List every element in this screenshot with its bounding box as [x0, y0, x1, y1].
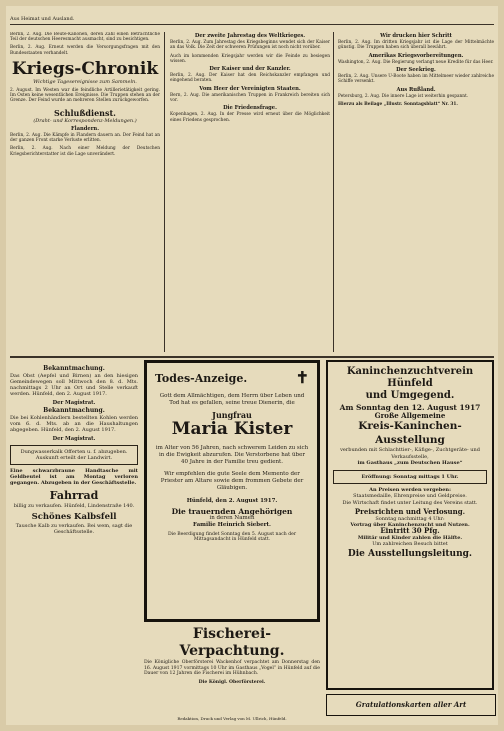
rabbit-venue: im Gasthaus „zum Deutschen Hause“ — [357, 460, 463, 467]
article-text: Berlin, 2. Aug. Erneut werden die Versorgungsfragen mit den Bundesstaaten verhandelt. — [10, 45, 160, 56]
rabbit-club-title: Kaninchenzuchtverein Hünfeld — [346, 366, 474, 389]
article-text: Berlin, 2. Aug. Zum Jahrestag des Kriegsbeginns wendet sich der Kaiser an das Volk. Die Zeit der schweren Prüfungen ist noch nicht vorüber. — [170, 40, 330, 51]
obituary-mourners-sub: in deren Namen — [209, 514, 255, 521]
top-rule — [10, 24, 494, 25]
rabbit-opening: Eröffnung: Sonntag mittags 1 Uhr. — [333, 470, 487, 484]
newspaper-page — [6, 6, 498, 725]
cross-icon: ✝ — [295, 368, 309, 387]
fischerei-signature: Die Königl. Oberförsterei. — [198, 679, 266, 685]
column-2 — [170, 32, 330, 354]
announcement-text: Das Obst (Aepfel und Birnen) an den hiesigen Gemeindewegen soll Mittwoch den 8. d. Mts. nachmittags 2 Uhr an Ort und Stelle verkauft werden. Hünfeld, den 2. August 1917. — [10, 373, 138, 397]
article-heading: Die Friedensfrage. — [223, 105, 277, 112]
fischerei-text: Die Königliche Oberförsterei Wackenhof verpachtet am Donnerstag den 16. August 1917 vormittags 10 Uhr im Gasthaus „Vogel“ in Hünfeld auf die Dauer von 12 Jahren die Fischerei im Hühnbach. — [144, 660, 320, 677]
article-text: Berlin, 2. Aug. Im dritten Kriegsjahr ist die Lage der Mittelmächte günstig. Die Truppen haben sich überall bewährt. — [338, 40, 494, 51]
mid-rule — [10, 356, 494, 358]
announcement-title: Bekanntmachung. — [43, 365, 105, 372]
schlussdienst-title: Schlußdienst. — [54, 107, 116, 118]
obituary-notice — [144, 360, 320, 622]
column-rule-1 — [164, 32, 165, 352]
obituary-body: im Alter von 56 Jahren, nach schwerem Leiden zu sich in die Ewigkeit abzurufen. Die Verstorbene hat über 40 Jahre in der Familie treu gedient. — [155, 444, 309, 465]
obituary-funeral: Die Beerdigung findet Sonntag den 5. August nach der Mittagsandacht in Hünfeld statt. — [167, 531, 297, 543]
article-heading: Der zweite Jahrestag des Weltkrieges. — [194, 33, 306, 39]
rabbit-exhibition-title: Kreis-Kaninchen-Ausstellung — [358, 420, 462, 447]
schlussdienst-subtitle: (Draht- und Korrespondenz-Meldungen.) — [33, 117, 137, 124]
article-text: Berlin, 2. Aug. Der Kaiser hat den Reichskanzler empfangen und eingehend beraten. — [170, 73, 330, 84]
rabbit-wirtschaft: Die Wirtschaft findet unter Leitung des Vereins statt. — [342, 499, 478, 506]
kalbsfell-title: Schönes Kalbsfell — [31, 512, 117, 522]
obituary-name: Maria Kister — [171, 419, 293, 439]
kriegs-chronik-title: Kriegs-Chronik — [11, 58, 159, 79]
fischerei-title: Fischerei-Verpachtung. — [179, 626, 285, 659]
fischerei-notice — [144, 626, 320, 698]
obituary-intro: Gott dem Allmächtigen, dem Herrn über Leben und Tod hat es gefallen, seine treue Dienerin, die — [159, 392, 305, 406]
rabbit-reduced: Militär und Kinder zahlen die Hälfte. — [357, 534, 463, 541]
article-heading: Der Seekrieg. — [396, 67, 436, 74]
rabbit-organizer: Die Ausstellungsleitung. — [347, 548, 473, 559]
obituary-jungfrau: Jungfrau — [212, 410, 252, 420]
obituary-family: Familie Heinrich Siebert. — [193, 521, 271, 528]
rabbit-judging: Preisrichten und Verlosung. — [354, 507, 466, 517]
rabbit-date: Am Sonntag den 12. August 1917 — [339, 403, 481, 412]
announcement-text: Die bei Kohlenhändlern bestellten Kohlen werden vom 6. d. Mts. ab an die Haushaltungen abgegeben. Hünfeld, den 2. August 1917. — [10, 415, 138, 433]
column-rule-2 — [333, 32, 334, 352]
fahrrad-title: Fahrrad — [49, 489, 99, 502]
rabbit-lecture-time: Sonntag nachmittag 4 Uhr: — [375, 515, 445, 522]
obituary-place-date: Hünfeld, den 2. August 1917. — [186, 497, 278, 504]
announcement-signature: Der Magistrat. — [52, 400, 96, 406]
obituary-heading: Todes-Anzeige. — [155, 371, 248, 385]
rabbit-entry-fee: Eintritt 30 Pfg. — [380, 526, 440, 536]
article-text: Berlin, 2. Aug. Nach einer Meldung der Deutschen Kriegsberichterstatter ist die Lage unverändert. — [10, 146, 160, 157]
kalbsfell-text: Tausche Kalb zu verkaufen. Bei wem, sagt die Geschäftsstelle. — [15, 523, 133, 535]
left-announcements — [10, 364, 138, 718]
printer-line: Redaktion, Druck und Verlag von M. Ullrich, Hünfeld. — [177, 716, 287, 721]
article-text: Washington, 2. Aug. Die Regierung verlangt neue Kredite für das Heer. — [338, 59, 494, 65]
rabbit-invite: Um zahlreichen Besuch bittet — [372, 541, 448, 548]
obituary-mourners: Die trauernden Angehörigen — [171, 506, 293, 516]
section-header: Aus Heimat und Ausland. — [10, 16, 75, 22]
obituary-request: Wir empfehlen die gute Seele dem Memento der Priester am Altare sowie dem frommen Gebete der Gläubigen. — [160, 471, 304, 491]
supplement-note: Hierzu als Beilage „Illustr. Sonntagsblatt“ Nr. 31. — [338, 102, 458, 108]
kriegs-chronik-subtitle: Wichtige Tagesereignisse zum Sammeln. — [33, 78, 137, 85]
fahrrad-text: billig zu verkaufen. Hünfeld, Lindenstraße 140. — [13, 503, 135, 509]
article-heading: Amerikas Kriegsvorbereitungen. — [368, 52, 464, 59]
flandern-heading: Flandern. — [70, 125, 100, 132]
article-text: Berlin, 2. Aug. Die Beute-Kanonen, deren Zahl einen Beträchtliche Teil der deutschen Heeresmacht ausmacht, sind zu besichtigen. — [10, 32, 160, 43]
announcement-signature: Der Magistrat. — [52, 436, 96, 442]
rabbit-lecture: Vortrag über Kaninchenzucht und Nutzen. — [350, 522, 470, 529]
column-1 — [10, 32, 160, 372]
rabbit-prizes-heading: An Preisen werden vergeben: — [369, 487, 451, 494]
article-text: Berlin, 2. Aug. Unsere U-Boote haben im Mittelmeer wieder zahlreiche Schiffe versenkt. — [338, 74, 494, 85]
article-text: Petersburg, 2. Aug. Die innere Lage ist weiterhin gespannt. — [338, 93, 469, 99]
rabbit-club-subtitle: und Umgegend. — [365, 390, 455, 401]
rabbit-exhibition-ad — [326, 360, 494, 690]
greeting-cards-ad: Gratulationskarten aller Art — [326, 694, 496, 716]
article-text: Auch im kommenden Kriegsjahr werden wir die Feinde zu besiegen wissen. — [170, 53, 330, 64]
rabbit-details: verbunden mit Schlachttier-, Käfige-, Zuchtgeräte- und Verkaufsstelle, — [340, 447, 480, 460]
lost-item-notice: Eine schwarzbraune Handtasche mit Geldbeutel ist am Montag verloren gegangen. Abzugeben in der Geschäftsstelle. — [10, 468, 138, 486]
article-heading: Wir drucken hier Schritt — [380, 33, 452, 39]
article-heading: Vom Heer der Vereinigten Staaten. — [199, 85, 301, 92]
article-heading: Der Kaiser und der Kanzler. — [209, 66, 291, 73]
rabbit-large: Große Allgemeine — [374, 411, 446, 420]
rabbit-prizes: Staatsmedaille, Ehrenpreise und Geldpreise. — [353, 493, 467, 500]
kriegs-chronik-text: 2. August. Im Westen war die feindliche Artillerietätigkeit gering. Im Osten keine wesentlichen Ereignisse. Die Truppen stehen an der Grenze. Der Feind wurde an mehreren Stellen zurückgeworfen. — [10, 88, 160, 104]
article-heading: Aus Rußland. — [396, 86, 436, 93]
column-3 — [338, 32, 494, 354]
boxed-notice: Dungwasserkalk Offerten u. f. abzugeben. Auskunft erteilt der Landwirt. — [10, 445, 138, 465]
article-text: Kopenhagen, 2. Aug. In der Presse wird erneut über die Möglichkeit eines Friedens gesprochen. — [170, 112, 330, 123]
article-text: Berlin, 2. Aug. Die Kämpfe in Flandern dauern an. Der Feind hat an der ganzen Front starke Verluste erlitten. — [10, 133, 160, 144]
article-text: Bern, 2. Aug. Die amerikanischen Truppen in Frankreich bereiten sich vor. — [170, 92, 330, 104]
announcement-title: Bekanntmachung. — [43, 407, 105, 414]
